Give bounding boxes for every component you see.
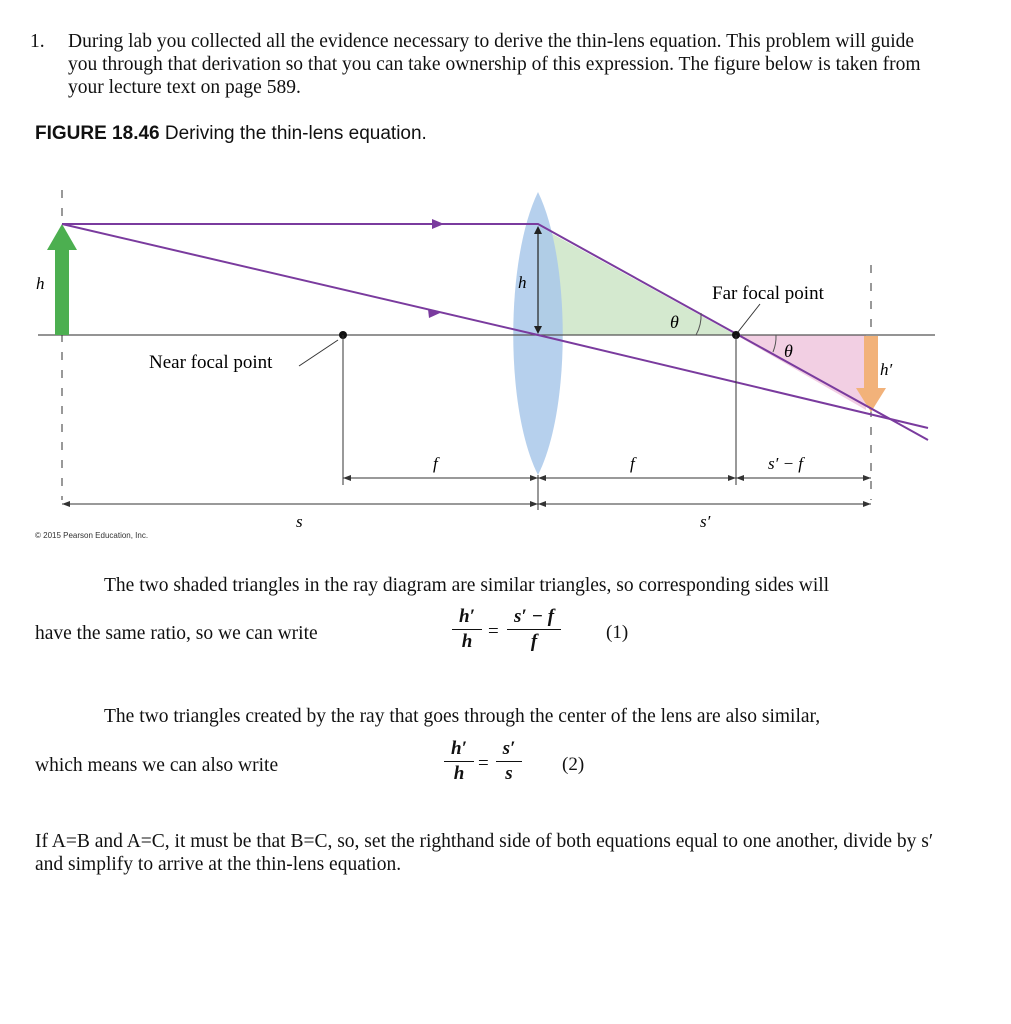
dim-arrow xyxy=(62,501,70,507)
eq1-left-fraction xyxy=(452,606,482,653)
eq1-right-fraction xyxy=(507,606,561,653)
eq1-den-right: f xyxy=(530,631,538,652)
eq2-den-left: h xyxy=(453,763,465,784)
label-far-focal-point: Far focal point xyxy=(712,283,824,304)
object-arrow-head xyxy=(47,224,77,250)
ray-arrow-1 xyxy=(432,219,444,229)
eq1-num-right: s′ − f xyxy=(513,606,555,627)
image-arrow-shaft xyxy=(864,336,878,390)
label-s-minus-f: s′ − f xyxy=(768,454,804,473)
eq2-left-fraction xyxy=(444,738,474,785)
eq2-bar-right xyxy=(496,761,522,762)
dim-arrow xyxy=(736,475,744,481)
dim-arrow xyxy=(530,501,538,507)
paragraph-2-cont: which means we can also write xyxy=(35,755,279,776)
eq1-den-left: h xyxy=(461,631,473,652)
copyright-notice: © 2015 Pearson Education, Inc. xyxy=(35,531,149,540)
label-theta-2: θ xyxy=(784,341,793,361)
eq2-num-right: s′ xyxy=(502,738,516,759)
eq1-bar-left xyxy=(452,629,482,630)
eq2-label: (2) xyxy=(562,754,585,775)
eq2-equals: = xyxy=(478,753,489,774)
eq2-num-left: h′ xyxy=(451,738,467,759)
near-focal-leader xyxy=(299,340,338,366)
paragraph-2: The two triangles created by the ray that goes through the center of the lens are also similar, xyxy=(104,706,821,727)
figure-caption-text: Deriving the thin-lens equation. xyxy=(164,123,427,144)
focal-ray xyxy=(62,224,928,428)
far-focal-leader xyxy=(738,304,760,332)
label-f-right: f xyxy=(630,454,635,473)
label-h-lens: h xyxy=(518,273,527,292)
label-h-object: h xyxy=(36,274,45,293)
eq1-bar-right xyxy=(507,629,561,630)
parallel-ray xyxy=(62,224,928,440)
eq1-equals: = xyxy=(488,621,499,642)
eq1-num-left: h′ xyxy=(459,606,475,627)
dim-arrow xyxy=(863,475,871,481)
dim-arrow xyxy=(538,501,546,507)
label-s: s xyxy=(296,512,303,531)
object-arrow-shaft xyxy=(55,247,69,335)
eq2-right-fraction xyxy=(496,738,522,785)
dim-arrow xyxy=(538,475,546,481)
label-near-focal-point: Near focal point xyxy=(149,352,273,373)
paragraph-1: The two shaded triangles in the ray diagram are similar triangles, so corresponding sides will xyxy=(104,575,830,596)
question-text: During lab you collected all the evidence necessary to derive the thin-lens equation. This problem will guide you through that derivation so that you can take ownership of this expression. The figure below is taken from your lecture text on page 589. xyxy=(68,31,921,98)
eq2-bar-left xyxy=(444,761,474,762)
figure-caption-label: FIGURE 18.46 xyxy=(35,123,160,144)
dim-arrow xyxy=(728,475,736,481)
eq2-den-right: s xyxy=(505,763,513,784)
dim-arrow xyxy=(863,501,871,507)
paragraph-3: If A=B and A=C, it must be that B=C, so, set the righthand side of both equations equal to one another, divide by s′ and simplify to arrive at the thin-lens equation. xyxy=(35,831,934,875)
pink-triangle xyxy=(736,335,866,410)
paragraph-1-cont: have the same ratio, so we can write xyxy=(35,623,318,644)
label-theta-1: θ xyxy=(670,312,679,332)
label-s-prime: s′ xyxy=(700,512,711,531)
dim-arrow xyxy=(530,475,538,481)
question-number: 1. xyxy=(30,31,45,52)
dim-arrow xyxy=(343,475,351,481)
eq1-label: (1) xyxy=(606,622,629,643)
label-f-left: f xyxy=(433,454,438,473)
label-h-image: h′ xyxy=(880,360,893,379)
green-triangle xyxy=(538,226,736,335)
